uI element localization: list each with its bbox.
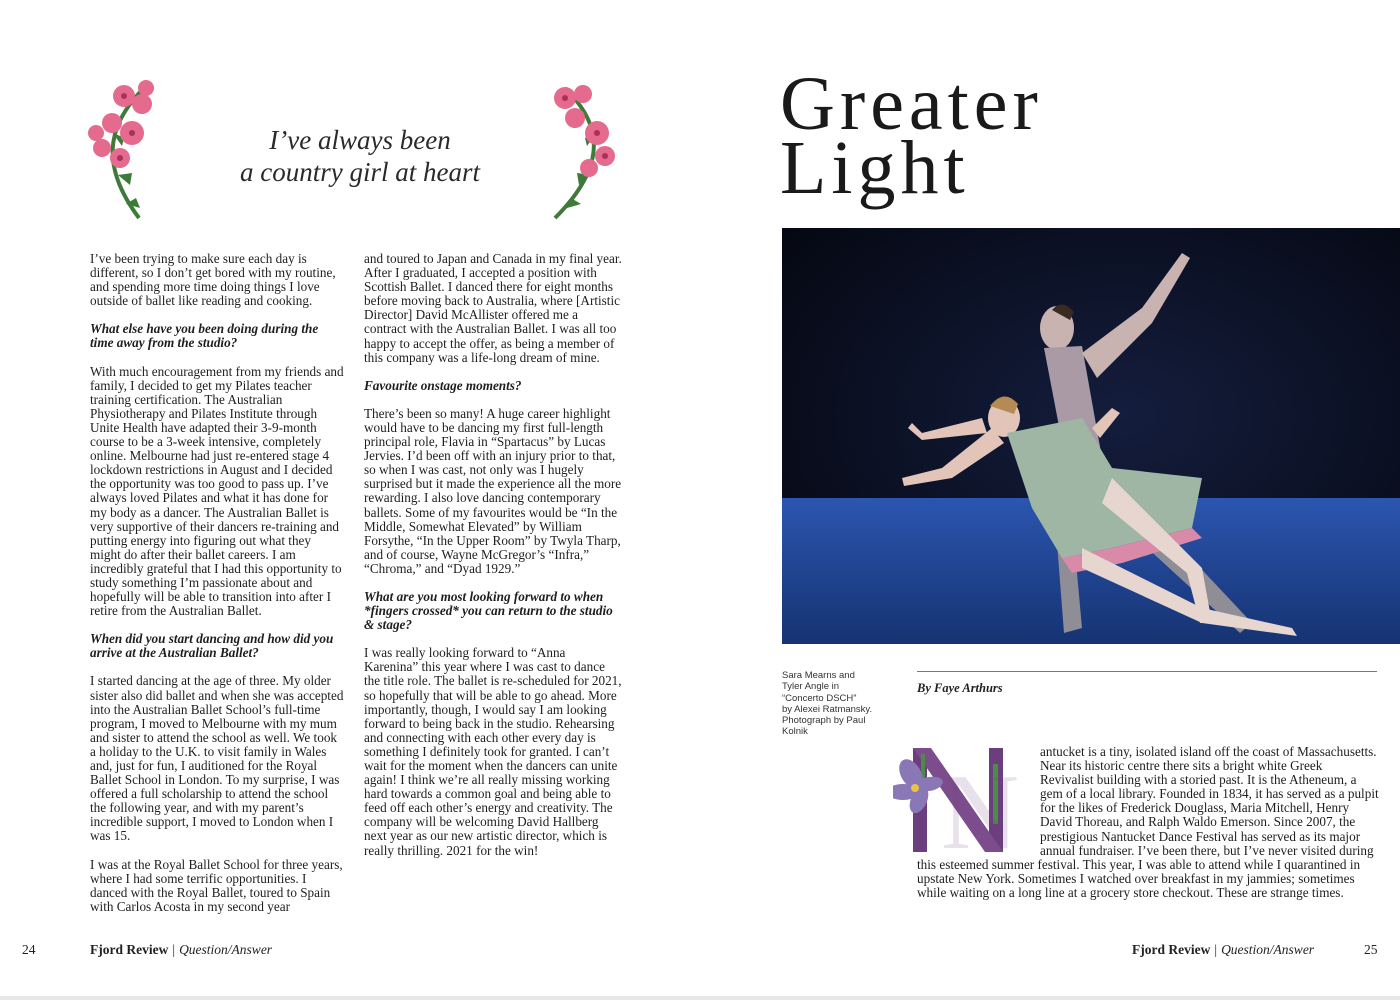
running-footer (1132, 942, 1314, 958)
article-line: antucket is a tiny, isolated island off the coast of Massachusetts. (1040, 744, 1377, 759)
byline-divider (917, 671, 1377, 672)
running-footer (90, 942, 272, 958)
title-line: Greater (780, 62, 1043, 146)
answer-paragraph: and toured to Japan and Canada in my final year. After I graduated, I accepted a position with Scottish Ballet. I danced there for eight months before moving back to Australia, where [Artistic Director] David McAllister offered me a contract with the Australian Ballet. I was all too happy to accept the offer, as being a member of this company was a life-long dream of mine. (364, 251, 622, 365)
footer-separator: | (1214, 942, 1218, 957)
page-number-text: 24 (22, 942, 36, 957)
interview-column-2 (364, 252, 622, 872)
pull-quote-line: I’ve always been (269, 125, 451, 155)
article-line: gem of a local library. Founded in 1834, it has served as a pulpit (1040, 786, 1379, 802)
article-line: Revivalist building with a storied past. It is the Atheneum, a (1040, 772, 1357, 788)
drop-cap-letter: N (941, 753, 1019, 856)
caption-line: “Concerto DSCH” (782, 692, 857, 704)
page-number-text: 25 (1364, 942, 1378, 957)
article-title (780, 62, 1043, 210)
question-heading: Favourite onstage moments? (364, 377, 522, 393)
article-line: prestigious Nantucket Dance Festival has served as its major (1040, 828, 1361, 844)
article-line: annual fundraiser. I’ve been there, but I’ve never visited during (1040, 842, 1374, 858)
page-number (22, 942, 36, 958)
footer-brand: Fjord Review (1132, 942, 1211, 957)
page-number (1364, 942, 1378, 958)
photo-caption (782, 670, 882, 738)
dance-photograph (782, 228, 1400, 644)
answer-paragraph: I started dancing at the age of three. My older sister also did ballet and when she was accepted into the Australian Ballet School’s full-time program, I moved to Melbourne with my mum and sister to attend the school as well. We took a holiday to the U.K. to visit family in Wales and, just for fun, I auditioned for the Royal Ballet School in London. To my surprise, I was offered a full scholarship to attend the school the following year, and with my parent’s incredible support, I moved to London when I was 15. (90, 673, 344, 844)
answer-paragraph: With much encouragement from my friends and family, I decided to get my Pilates teacher training certification. The Australian Physiotherapy and Pilates Institute through Unite Health have adapted their 3-9-month course to be a 3-week intensive, completely online. Melbourne had just re-entered stage 4 lockdown restrictions in August and I decided the opportunity was too good to pass up. I’ve always loved Pilates and what it has done for my body as a dancer. The Australian Ballet is very supportive of their dancers re-training and putting energy into figuring out what they might do after their ballet careers. I am incredibly grateful that I had this opportunity to study something I’m passionate about and hopefully will be able to transition into after I retire from the Australian Ballet. (90, 363, 344, 619)
right-page (700, 0, 1400, 1000)
footer-section: Question/Answer (1221, 942, 1315, 957)
pull-quote-line: a country girl at heart (240, 157, 480, 187)
interview-column-1 (90, 252, 344, 928)
footer-separator: | (172, 942, 176, 957)
answer-paragraph: I’ve been trying to make sure each day is different, so I don’t get bored with my routine, and spending more time doing things I love outside of ballet like reading and cooking. (90, 251, 336, 309)
article-line: while waiting on a long line at a grocery store checkout. These are strange times. (917, 885, 1344, 901)
flower-decoration-icon (84, 78, 174, 228)
footer-section: Question/Answer (179, 942, 273, 957)
caption-line: Photograph by Paul (782, 715, 866, 727)
title-line: Light (780, 126, 970, 210)
caption-line: Sara Mearns and (782, 670, 855, 681)
article-line: upstate New York. Sometimes I watched over breakfast in my jammies; sometimes (917, 871, 1355, 887)
answer-paragraph: I was really looking forward to “Anna Karenina” this year where I was cast to dance the title role. The ballet is re-scheduled for 2021, so hopefully that will be able to go ahead. More importantly, though, I would say I am looking forward to being back in the studio. Rehearsing and connecting with each other every day is something I definitely took for granted. I can’t wait for the moment when the dancers can unite again! I think we’re all really missing working hard towards a common goal and being able to feed off each other’s energy and creativity. The company will be welcoming David Hallberg next year as our new artistic director, which is really thrilling. 2021 for the win! (364, 645, 622, 858)
drop-cap-illustration (893, 744, 1043, 856)
caption-line: by Alexei Ratmansky. (782, 703, 873, 715)
flower-decoration-icon (535, 78, 625, 228)
byline: By Faye Arthurs (917, 681, 1003, 695)
article-line: this esteemed summer festival. This year, I was able to attend while I quarantined in (917, 857, 1361, 872)
answer-paragraph: I was at the Royal Ballet School for three years, where I had some terrific opportunities. I danced with the Royal Ballet, toured to Spain with Carlos Acosta in my second year (90, 856, 343, 914)
question-heading: When did you start dancing and how did you arrive at the Australian Ballet? (90, 631, 334, 661)
article-intro (1040, 745, 1382, 858)
footer-brand: Fjord Review (90, 942, 169, 957)
question-heading: What else have you been doing during the time away from the studio? (90, 321, 319, 351)
bottom-edge (0, 996, 1400, 1000)
article-continuation (917, 858, 1387, 900)
pull-quote (200, 124, 520, 188)
article-line: David Thoreau, and Ralph Waldo Emerson. Since 2007, the (1040, 814, 1356, 830)
caption-line: Kolnik (782, 726, 808, 738)
caption-line: Tyler Angle in (782, 681, 840, 693)
question-heading: What are you most looking forward to when *fingers crossed* you can return to the studio & stage? (364, 588, 613, 633)
answer-paragraph: There’s been so many! A huge career highlight would have to be dancing my first full-length principal role, Flavia in “Spartacus” by Lucas Jervies. I’d been off with an injury prior to that, so when I was cast, not only was I hugely surprised but it made the experience all the more rewarding. I also love dancing contemporary ballets. Some of my favourites would be “In the Middle, Somewhat Elevated” by William Forsythe, “In the Upper Room” by Twyla Tharp, and of course, Wayne McGregor’s “Infra,” “Chroma,” and “Dyad 1929.” (364, 405, 622, 576)
article-line: for the likes of Frederick Douglass, Maria Mitchell, Henry (1040, 800, 1350, 816)
article-line: Near its historic centre there sits a bright white Greek (1040, 758, 1323, 774)
